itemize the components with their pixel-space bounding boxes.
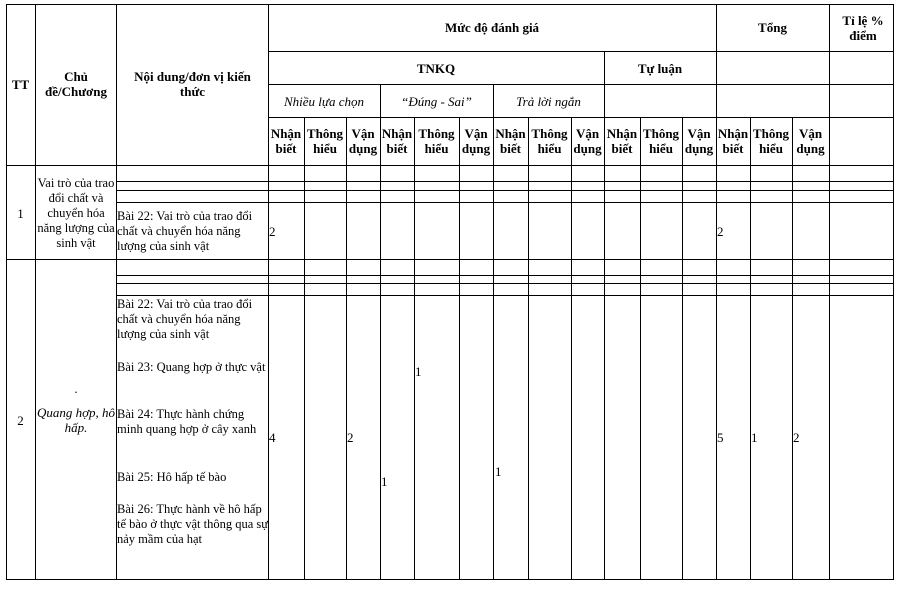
level-nhan-biet: Nhận biết [606, 126, 638, 156]
header-dung-sai: “Đúng - Sai” [401, 94, 472, 109]
header-nhieu-lua-chon: Nhiều lựa chọn [283, 94, 365, 109]
level-thong-hieu: Thông hiểu [306, 126, 344, 156]
level-van-dung: Vận dụng [796, 126, 825, 156]
header-tnkq: TNKQ [416, 61, 456, 76]
level-nhan-biet: Nhận biết [495, 126, 526, 156]
header-tra-loi-ngan: Trả lời ngắn [516, 94, 581, 109]
level-nhan-biet: Nhận biết [270, 126, 302, 156]
level-thong-hieu: Thông hiểu [752, 126, 790, 156]
row2-topic-dot: . [74, 381, 78, 396]
level-thong-hieu: Thông hiểu [531, 126, 568, 156]
level-nhan-biet: Nhận biết [717, 126, 749, 156]
header-muc-do: Mức độ đánh giá [444, 20, 540, 35]
row2-ds-nb: 1 [381, 474, 388, 489]
header-chu-de: Chủ đề/Chương [45, 69, 107, 99]
row2-lesson-23: Bài 23: Quang hợp ở thực vật [117, 360, 266, 374]
header-ti-le: Tỉ lệ % điểm [842, 13, 884, 43]
row2-lesson-25: Bài 25: Hô hấp tế bào [117, 470, 227, 484]
row2-lesson-26: Bài 26: Thực hành về hô hấp tế bào ở thực vật thông qua sự nảy mầm của hạt [117, 502, 269, 546]
row2-tln-nb: 1 [495, 464, 502, 479]
level-nhan-biet: Nhận biết [381, 126, 413, 156]
row2-tt: 2 [17, 413, 24, 428]
row1-nlc-nb: 2 [269, 224, 276, 239]
row1-tong-nb: 2 [717, 224, 724, 239]
row2-ds-th: 1 [415, 364, 422, 379]
row2-nlc-nb: 4 [269, 430, 276, 445]
row2-tong-vd: 2 [793, 430, 800, 445]
row2-lesson-24: Bài 24: Thực hành chứng minh quang hợp ở cây xanh [117, 407, 257, 436]
level-thong-hieu: Thông hiểu [642, 126, 680, 156]
header-tu-luan: Tự luận [637, 61, 683, 76]
level-van-dung: Vận dụng [684, 126, 714, 156]
row2-topic: Quang hợp, hô hấp. [36, 405, 116, 435]
level-van-dung: Vận dụng [348, 126, 378, 156]
row2-tong-th: 1 [751, 430, 758, 445]
level-thong-hieu: Thông hiểu [418, 126, 455, 156]
row2-tong-nb: 5 [717, 430, 724, 445]
row2-lesson-22: Bài 22: Vai trò của trao đổi chất và chuyển hóa năng lượng của sinh vật [117, 297, 253, 341]
row1-tt: 1 [17, 206, 24, 221]
level-van-dung: Vận dụng [461, 126, 491, 156]
level-van-dung: Vận dụng [573, 126, 602, 156]
header-tt: TT [11, 77, 30, 92]
row2-nlc-vd: 2 [347, 430, 354, 445]
row1-topic: Vai trò của trao đổi chất và chuyển hóa năng lượng của sinh vật [37, 176, 115, 250]
header-tong: Tổng [758, 20, 787, 35]
row1-lesson: Bài 22: Vai trò của trao đổi chất và chuyển hóa năng lượng của sinh vật [117, 209, 253, 253]
header-noi-dung: Nội dung/đơn vị kiến thức [134, 69, 251, 99]
